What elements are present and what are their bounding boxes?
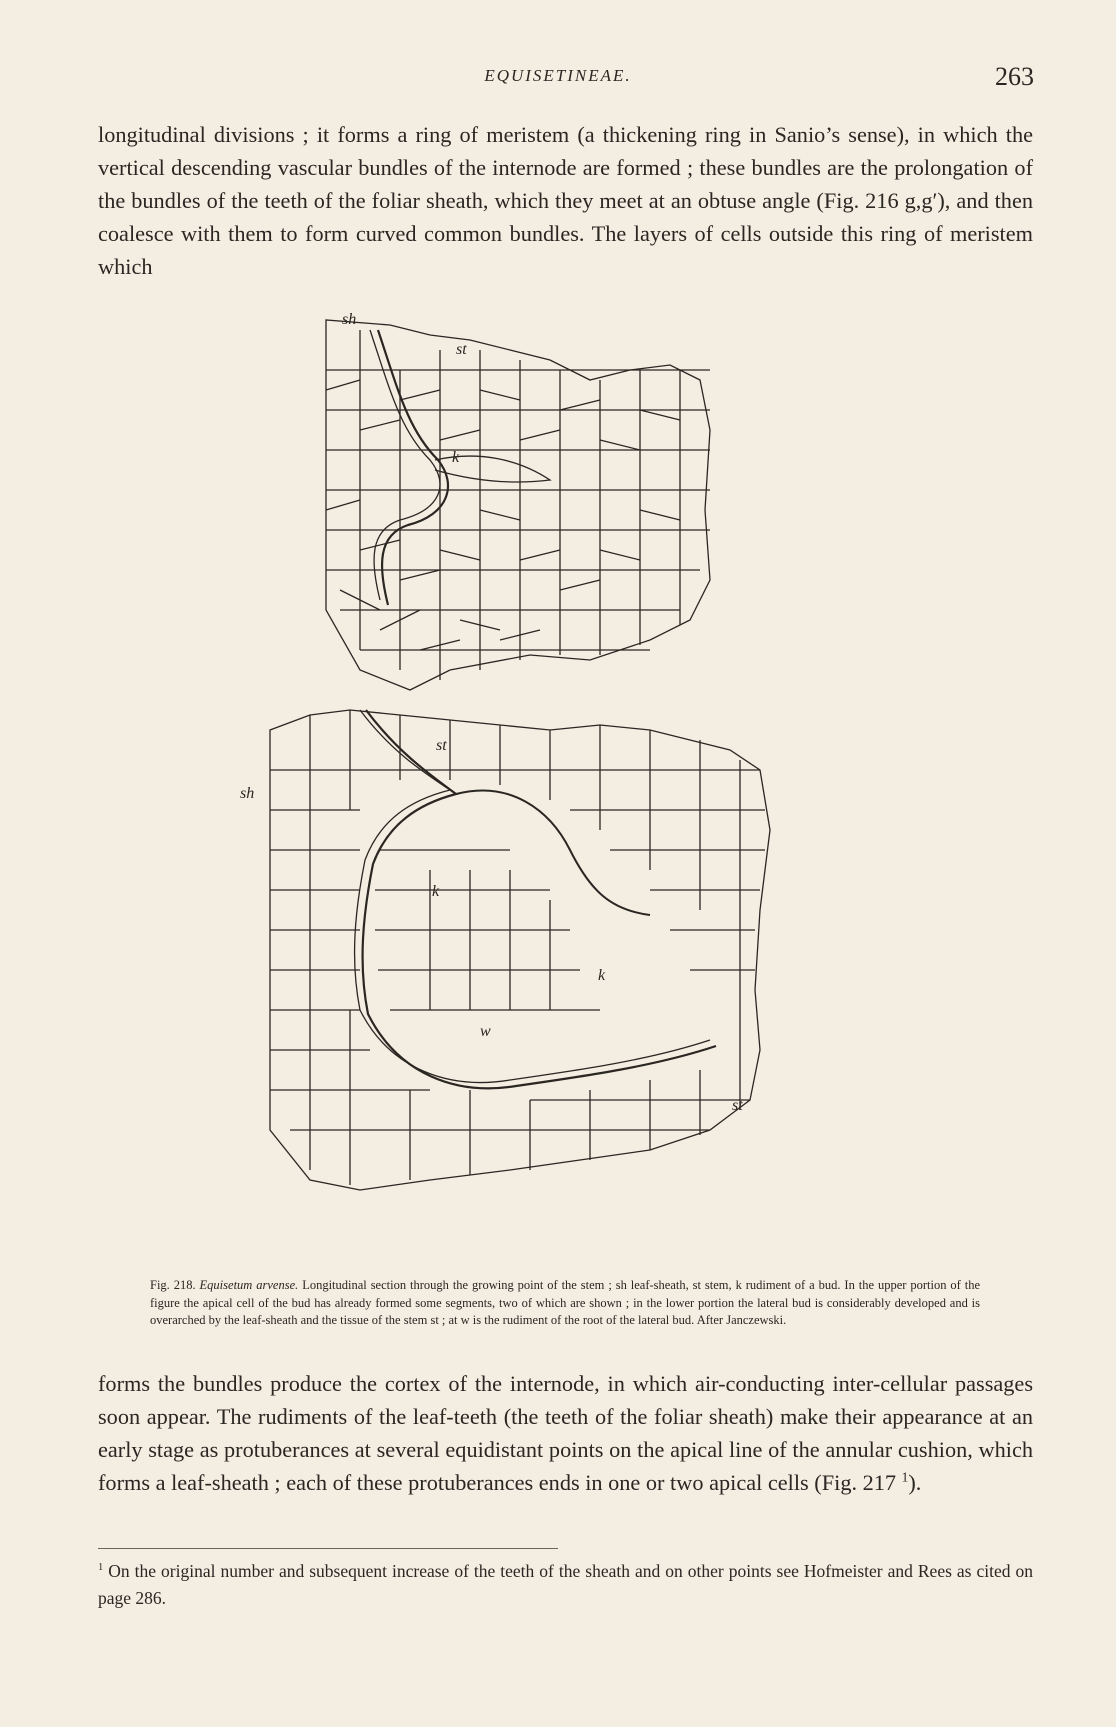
caption-species: Equisetum arvense. xyxy=(199,1278,299,1292)
footnote-marker: 1 xyxy=(98,1562,104,1574)
label-w: w xyxy=(480,1023,491,1040)
label-k-bottom-1: k xyxy=(432,883,440,900)
figure-illustration xyxy=(240,310,870,1270)
label-k-bottom-2: k xyxy=(598,967,606,984)
upper-tissue-section xyxy=(326,320,710,690)
label-sh-bottom: sh xyxy=(240,785,255,802)
label-k-top: k xyxy=(452,449,460,466)
paragraph-top: longitudinal divisions ; it forms a ring of meristem (a thickening ring in Sanio’s sense), in which the vertical descending vascular bundles of the internode are formed ; these bundles are the prolongation of the bundles of the teeth of the foliar sheath, which they meet at an obtuse angle (Fig. 216 g,g′), and then coalesce with them to form curved common bundles. The layers of cells outside this ring of meristem which xyxy=(98,122,1033,279)
lower-tissue-section xyxy=(270,710,770,1190)
running-head xyxy=(0,62,1116,92)
footnote-text: On the original number and subsequent increase of the teeth of the sheath and on other points see Hofmeister and Rees as cited on page 286. xyxy=(98,1561,1034,1608)
footnote-reference[interactable]: 1 xyxy=(901,1469,909,1485)
paragraph-bottom xyxy=(98,1367,1033,1499)
paragraph-bottom-text: forms the bundles produce the cortex of the internode, in which air-conducting inter-cellular passages soon appear. The rudiments of the leaf-teeth (the teeth of the foliar sheath) make their appearance at an early stage as protuberances at several equidistant points on the apical line of the annular cushion, which forms a leaf-sheath ; each of these protuberances ends in one or two apical cells (Fig. 217 xyxy=(98,1371,1033,1495)
page-number: 263 xyxy=(995,62,1034,91)
figure-caption xyxy=(150,1277,980,1330)
figure-218 xyxy=(240,310,870,1270)
label-st-bottom-2: st xyxy=(732,1097,743,1114)
caption-fig-label: Fig. 218. xyxy=(150,1278,196,1292)
caption-text: Longitudinal section through the growing point of the stem ; sh leaf-sheath, st stem, k rudiment of a bud. In the upper portion of the figure the apical cell of the bud has already formed some segments, two of which are shown ; in the lower portion the lateral bud is considerably developed and is overarched by the leaf-sheath and the tissue of the stem st ; at w is the rudiment of the root of the lateral bud. After Janczewski. xyxy=(150,1278,980,1327)
footnote-rule xyxy=(98,1548,558,1549)
label-sh-top: sh xyxy=(342,311,357,328)
footnote xyxy=(98,1558,1033,1612)
label-st-bottom: st xyxy=(436,737,447,754)
paragraph-bottom-end: ). xyxy=(908,1470,922,1495)
running-title: EQUISETINEAE. xyxy=(484,66,632,85)
label-st-top: st xyxy=(456,341,467,358)
